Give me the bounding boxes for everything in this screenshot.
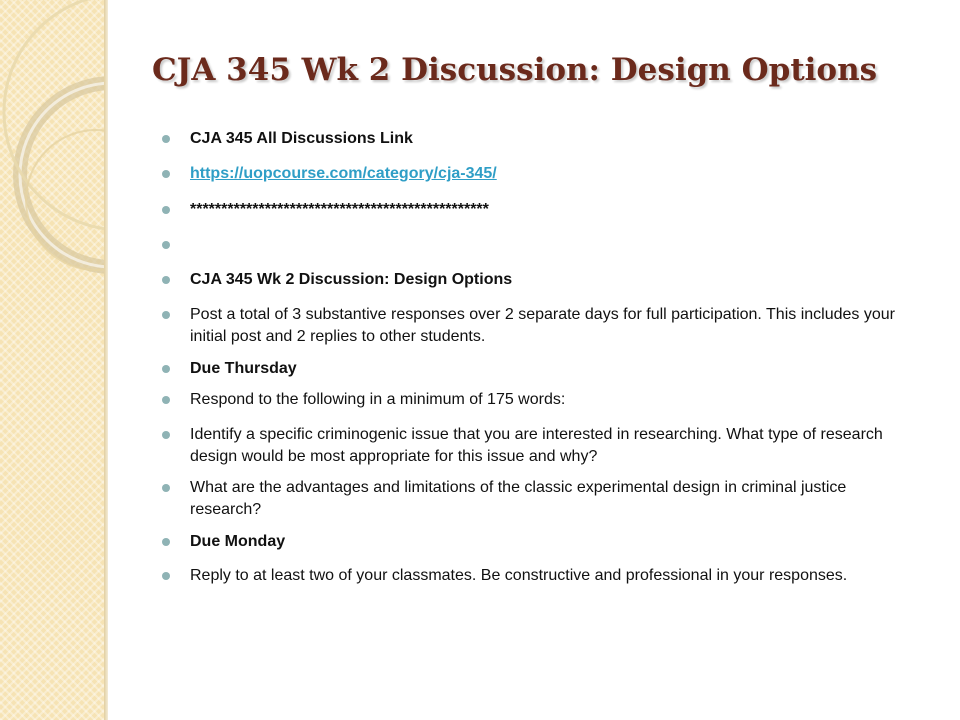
bullet-icon xyxy=(162,431,170,439)
slide-title: CJA 345 Wk 2 Discussion: Design Options xyxy=(152,52,878,88)
bullet-list xyxy=(160,128,910,587)
bullet-icon xyxy=(162,276,170,284)
list-item xyxy=(160,477,910,521)
bullet-icon xyxy=(162,484,170,492)
list-item xyxy=(160,531,910,553)
list-item-text: What are the advantages and limitations of the classic experimental design in criminal justice research? xyxy=(190,479,847,518)
list-item xyxy=(160,304,910,348)
list-item-text: CJA 345 All Discussions Link xyxy=(190,130,413,147)
bullet-icon xyxy=(162,135,170,143)
sidebar-edge xyxy=(104,0,108,720)
decorative-rings xyxy=(0,0,104,720)
bullet-icon xyxy=(162,396,170,404)
list-item-text: Reply to at least two of your classmates. Be constructive and professional in your responses. xyxy=(190,567,848,584)
bullet-icon xyxy=(162,572,170,580)
list-item xyxy=(160,234,910,256)
list-item xyxy=(160,389,910,411)
list-item-text: Due Thursday xyxy=(190,360,297,377)
list-item-text: ************************************************ xyxy=(190,201,489,218)
list-item-text: CJA 345 Wk 2 Discussion: Design Options xyxy=(190,271,513,288)
bullet-icon xyxy=(162,365,170,373)
list-item[interactable] xyxy=(160,163,910,185)
list-item xyxy=(160,424,910,468)
list-item-text: Respond to the following in a minimum of 175 words: xyxy=(190,391,566,408)
list-item-text: Identify a specific criminogenic issue that you are interested in researching. What type of research design would be most appropriate for this issue and why? xyxy=(190,426,883,465)
list-item-text: Due Monday xyxy=(190,533,286,550)
list-item xyxy=(160,199,910,221)
bullet-icon xyxy=(162,311,170,319)
list-item xyxy=(160,358,910,380)
list-item-text: Post a total of 3 substantive responses over 2 separate days for full participation. This includes your initial post and 2 replies to other students. xyxy=(190,306,895,345)
decorative-sidebar xyxy=(0,0,104,720)
list-item xyxy=(160,565,910,587)
list-item xyxy=(160,128,910,150)
bullet-icon xyxy=(162,206,170,214)
bullet-icon xyxy=(162,170,170,178)
bullet-icon xyxy=(162,241,170,249)
course-link[interactable]: https://uopcourse.com/category/cja-345/ xyxy=(190,165,497,182)
list-item xyxy=(160,269,910,291)
bullet-icon xyxy=(162,538,170,546)
